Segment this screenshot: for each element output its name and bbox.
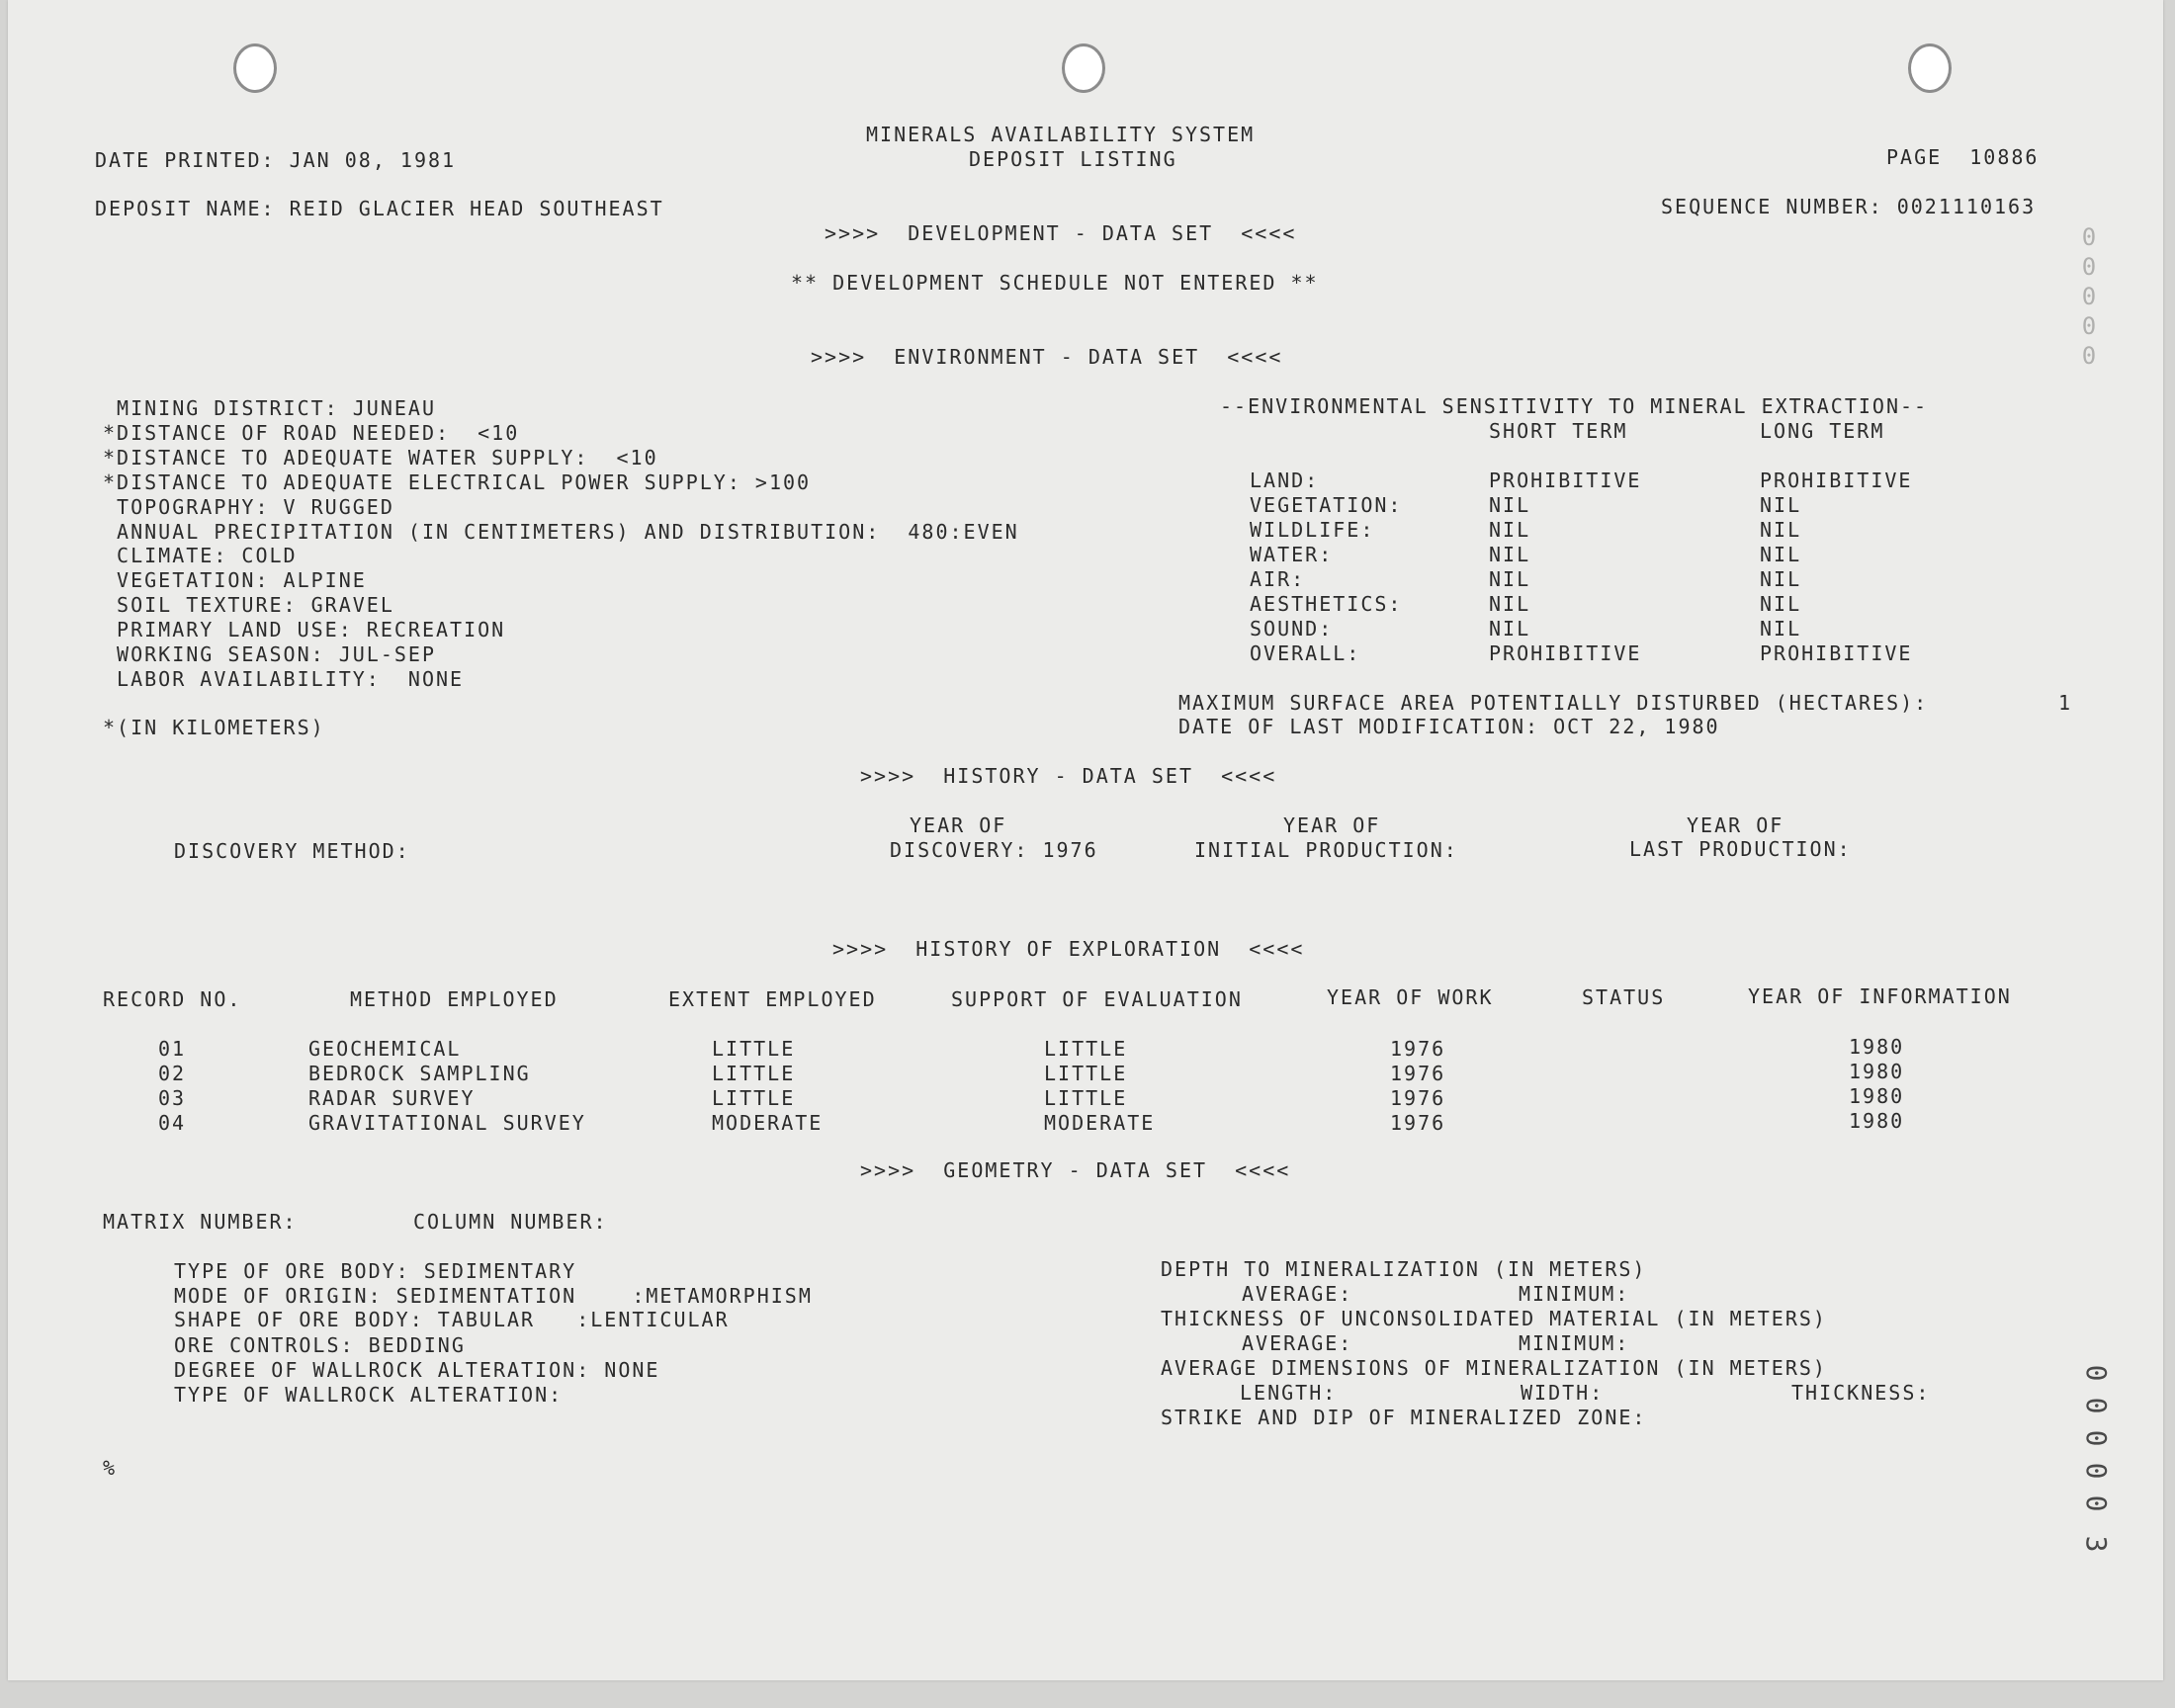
col-header: METHOD EMPLOYED (350, 987, 559, 1011)
env-line: MINING DISTRICT: JUNEAU (103, 396, 436, 420)
table-cell: 04 (158, 1111, 187, 1135)
geo-line: TYPE OF WALLROCK ALTERATION: (174, 1383, 564, 1407)
env-line: WORKING SEASON: JUL-SEP (103, 642, 436, 666)
development-note: ** DEVELOPMENT SCHEDULE NOT ENTERED ** (791, 271, 1319, 295)
depth-title: DEPTH TO MINERALIZATION (IN METERS) (1161, 1257, 1647, 1281)
table-cell: GEOCHEMICAL (308, 1037, 462, 1061)
report-title: DEPOSIT LISTING (969, 147, 1177, 171)
thickness-minimum: MINIMUM: (1519, 1331, 1630, 1355)
table-cell: MODERATE (1044, 1111, 1156, 1135)
discovery-year: DISCOVERY: 1976 (890, 838, 1098, 862)
sens-label: AIR: (1250, 567, 1306, 591)
table-cell: LITTLE (712, 1062, 796, 1085)
table-cell: LITTLE (712, 1086, 796, 1110)
punch-hole-left (233, 43, 277, 93)
frame-digit: 0 (2080, 1364, 2113, 1382)
geo-line: TYPE OF ORE BODY: SEDIMENTARY (174, 1259, 577, 1283)
sens-label: LAND: (1250, 469, 1320, 492)
sequence-number: SEQUENCE NUMBER: 0021110163 (1661, 195, 2037, 218)
table-cell: 1980 (1849, 1035, 1905, 1059)
table-cell: RADAR SURVEY (308, 1086, 476, 1110)
year-of-initial-label: YEAR OF (1283, 813, 1381, 837)
sens-label: VEGETATION: (1250, 493, 1403, 517)
frame-digit: 0 (2080, 1429, 2113, 1447)
sens-short: NIL (1489, 493, 1531, 517)
dimension-thickness: THICKNESS: (1791, 1381, 1931, 1405)
date-printed: DATE PRINTED: JAN 08, 1981 (95, 148, 457, 172)
geo-line: SHAPE OF ORE BODY: TABULAR :LENTICULAR (174, 1308, 730, 1331)
exploration-heading: >>>> HISTORY OF EXPLORATION <<<< (832, 937, 1305, 961)
table-cell: 1980 (1849, 1084, 1905, 1108)
geo-line: ORE CONTROLS: BEDDING (174, 1333, 466, 1357)
punch-hole-center (1062, 43, 1105, 93)
sens-short: PROHIBITIVE (1489, 641, 1642, 665)
geometry-heading: >>>> GEOMETRY - DATA SET <<<< (860, 1158, 1291, 1182)
table-cell: 1980 (1849, 1109, 1905, 1133)
env-line: CLIMATE: COLD (103, 544, 298, 567)
page-number: PAGE 10886 (1886, 145, 2040, 169)
sens-short: NIL (1489, 617, 1531, 640)
table-cell: MODERATE (712, 1111, 824, 1135)
sens-long: NIL (1760, 617, 1802, 640)
col-long-term: LONG TERM (1760, 419, 1885, 443)
col-header: EXTENT EMPLOYED (668, 987, 877, 1011)
table-cell: LITTLE (712, 1037, 796, 1061)
env-line: ANNUAL PRECIPITATION (IN CENTIMETERS) AND DISTRIBUTION: 480:EVEN (103, 520, 1019, 544)
sens-label: AESTHETICS: (1250, 592, 1403, 616)
ghost-mark: 0 (2081, 312, 2097, 340)
ghost-mark: 0 (2081, 223, 2097, 251)
col-header: YEAR OF INFORMATION (1748, 984, 2012, 1008)
sens-label: WILDLIFE: (1250, 518, 1375, 542)
matrix-number: MATRIX NUMBER: (103, 1210, 298, 1234)
development-heading: >>>> DEVELOPMENT - DATA SET <<<< (825, 221, 1297, 245)
dimensions-title: AVERAGE DIMENSIONS OF MINERALIZATION (IN METERS) (1161, 1356, 1827, 1380)
sens-label: WATER: (1250, 543, 1334, 566)
environment-heading: >>>> ENVIRONMENT - DATA SET <<<< (811, 345, 1283, 369)
thickness-average: AVERAGE: (1242, 1331, 1353, 1355)
col-header: YEAR OF WORK (1327, 985, 1494, 1009)
sensitivity-title: --ENVIRONMENTAL SENSITIVITY TO MINERAL EXTRACTION-- (1220, 394, 1929, 418)
system-title: MINERALS AVAILABILITY SYSTEM (866, 123, 1256, 146)
env-line: PRIMARY LAND USE: RECREATION (103, 618, 506, 641)
env-line: LABOR AVAILABILITY: NONE (103, 667, 465, 691)
env-line: *DISTANCE OF ROAD NEEDED: <10 (103, 421, 520, 445)
table-cell: 1980 (1849, 1060, 1905, 1083)
sens-long: PROHIBITIVE (1760, 469, 1913, 492)
discovery-method: DISCOVERY METHOD: (174, 839, 410, 863)
ghost-mark: 0 (2081, 253, 2097, 281)
frame-digit: 0 (2080, 1494, 2113, 1512)
frame-digit: 0 (2080, 1462, 2113, 1480)
history-heading: >>>> HISTORY - DATA SET <<<< (860, 764, 1277, 788)
table-cell: 02 (158, 1062, 187, 1085)
end-marker: % (103, 1456, 118, 1480)
deposit-name: DEPOSIT NAME: REID GLACIER HEAD SOUTHEAST (95, 197, 664, 220)
table-cell: LITTLE (1044, 1086, 1128, 1110)
env-line: *DISTANCE TO ADEQUATE WATER SUPPLY: <10 (103, 446, 658, 470)
ghost-mark: 0 (2081, 342, 2097, 370)
year-of-last-label: YEAR OF (1687, 813, 1784, 837)
sens-label: OVERALL: (1250, 641, 1361, 665)
table-cell: 1976 (1390, 1111, 1446, 1135)
document-sheet (8, 0, 2163, 1680)
sens-long: PROHIBITIVE (1760, 641, 1913, 665)
punch-hole-right (1908, 43, 1952, 93)
kilometers-footnote: *(IN KILOMETERS) (103, 716, 325, 739)
max-surface-label: MAXIMUM SURFACE AREA POTENTIALLY DISTURBED (HECTARES): (1178, 691, 1929, 715)
sens-short: NIL (1489, 592, 1531, 616)
frame-digit: 3 (2080, 1535, 2113, 1553)
sens-long: NIL (1760, 592, 1802, 616)
depth-average: AVERAGE: (1242, 1282, 1353, 1306)
max-surface-value: 1 (2058, 691, 2073, 715)
sens-long: NIL (1760, 567, 1802, 591)
column-number: COLUMN NUMBER: (413, 1210, 608, 1234)
table-cell: BEDROCK SAMPLING (308, 1062, 531, 1085)
sens-short: NIL (1489, 567, 1531, 591)
table-cell: 1976 (1390, 1037, 1446, 1061)
table-cell: 03 (158, 1086, 187, 1110)
ghost-mark: 0 (2081, 283, 2097, 310)
col-short-term: SHORT TERM (1489, 419, 1628, 443)
depth-minimum: MINIMUM: (1519, 1282, 1630, 1306)
sens-short: NIL (1489, 543, 1531, 566)
table-cell: LITTLE (1044, 1062, 1128, 1085)
sens-long: NIL (1760, 493, 1802, 517)
sens-long: NIL (1760, 518, 1802, 542)
initial-production: INITIAL PRODUCTION: (1194, 838, 1458, 862)
dimension-length: LENGTH: (1240, 1381, 1338, 1405)
col-header: SUPPORT OF EVALUATION (951, 987, 1243, 1011)
last-modification: DATE OF LAST MODIFICATION: OCT 22, 1980 (1178, 715, 1720, 738)
dimension-width: WIDTH: (1521, 1381, 1605, 1405)
year-of-discovery-label: YEAR OF (910, 813, 1007, 837)
env-line: VEGETATION: ALPINE (103, 568, 367, 592)
thickness-title: THICKNESS OF UNCONSOLIDATED MATERIAL (IN METERS) (1161, 1307, 1827, 1330)
env-line: SOIL TEXTURE: GRAVEL (103, 593, 394, 617)
env-line: *DISTANCE TO ADEQUATE ELECTRICAL POWER SUPPLY: >100 (103, 470, 812, 494)
geo-line: DEGREE OF WALLROCK ALTERATION: NONE (174, 1358, 660, 1382)
col-header: STATUS (1582, 985, 1666, 1009)
sens-label: SOUND: (1250, 617, 1334, 640)
sens-short: PROHIBITIVE (1489, 469, 1642, 492)
last-production: LAST PRODUCTION: (1629, 837, 1852, 861)
env-line: TOPOGRAPHY: V RUGGED (103, 495, 394, 519)
table-cell: LITTLE (1044, 1037, 1128, 1061)
col-header: RECORD NO. (103, 987, 242, 1011)
geo-line: MODE OF ORIGIN: SEDIMENTATION :METAMORPHISM (174, 1284, 813, 1308)
sens-short: NIL (1489, 518, 1531, 542)
table-cell: 1976 (1390, 1086, 1446, 1110)
sens-long: NIL (1760, 543, 1802, 566)
table-cell: 1976 (1390, 1062, 1446, 1085)
table-cell: GRAVITATIONAL SURVEY (308, 1111, 586, 1135)
frame-digit: 0 (2080, 1397, 2113, 1414)
strike-dip: STRIKE AND DIP OF MINERALIZED ZONE: (1161, 1406, 1647, 1429)
table-cell: 01 (158, 1037, 187, 1061)
